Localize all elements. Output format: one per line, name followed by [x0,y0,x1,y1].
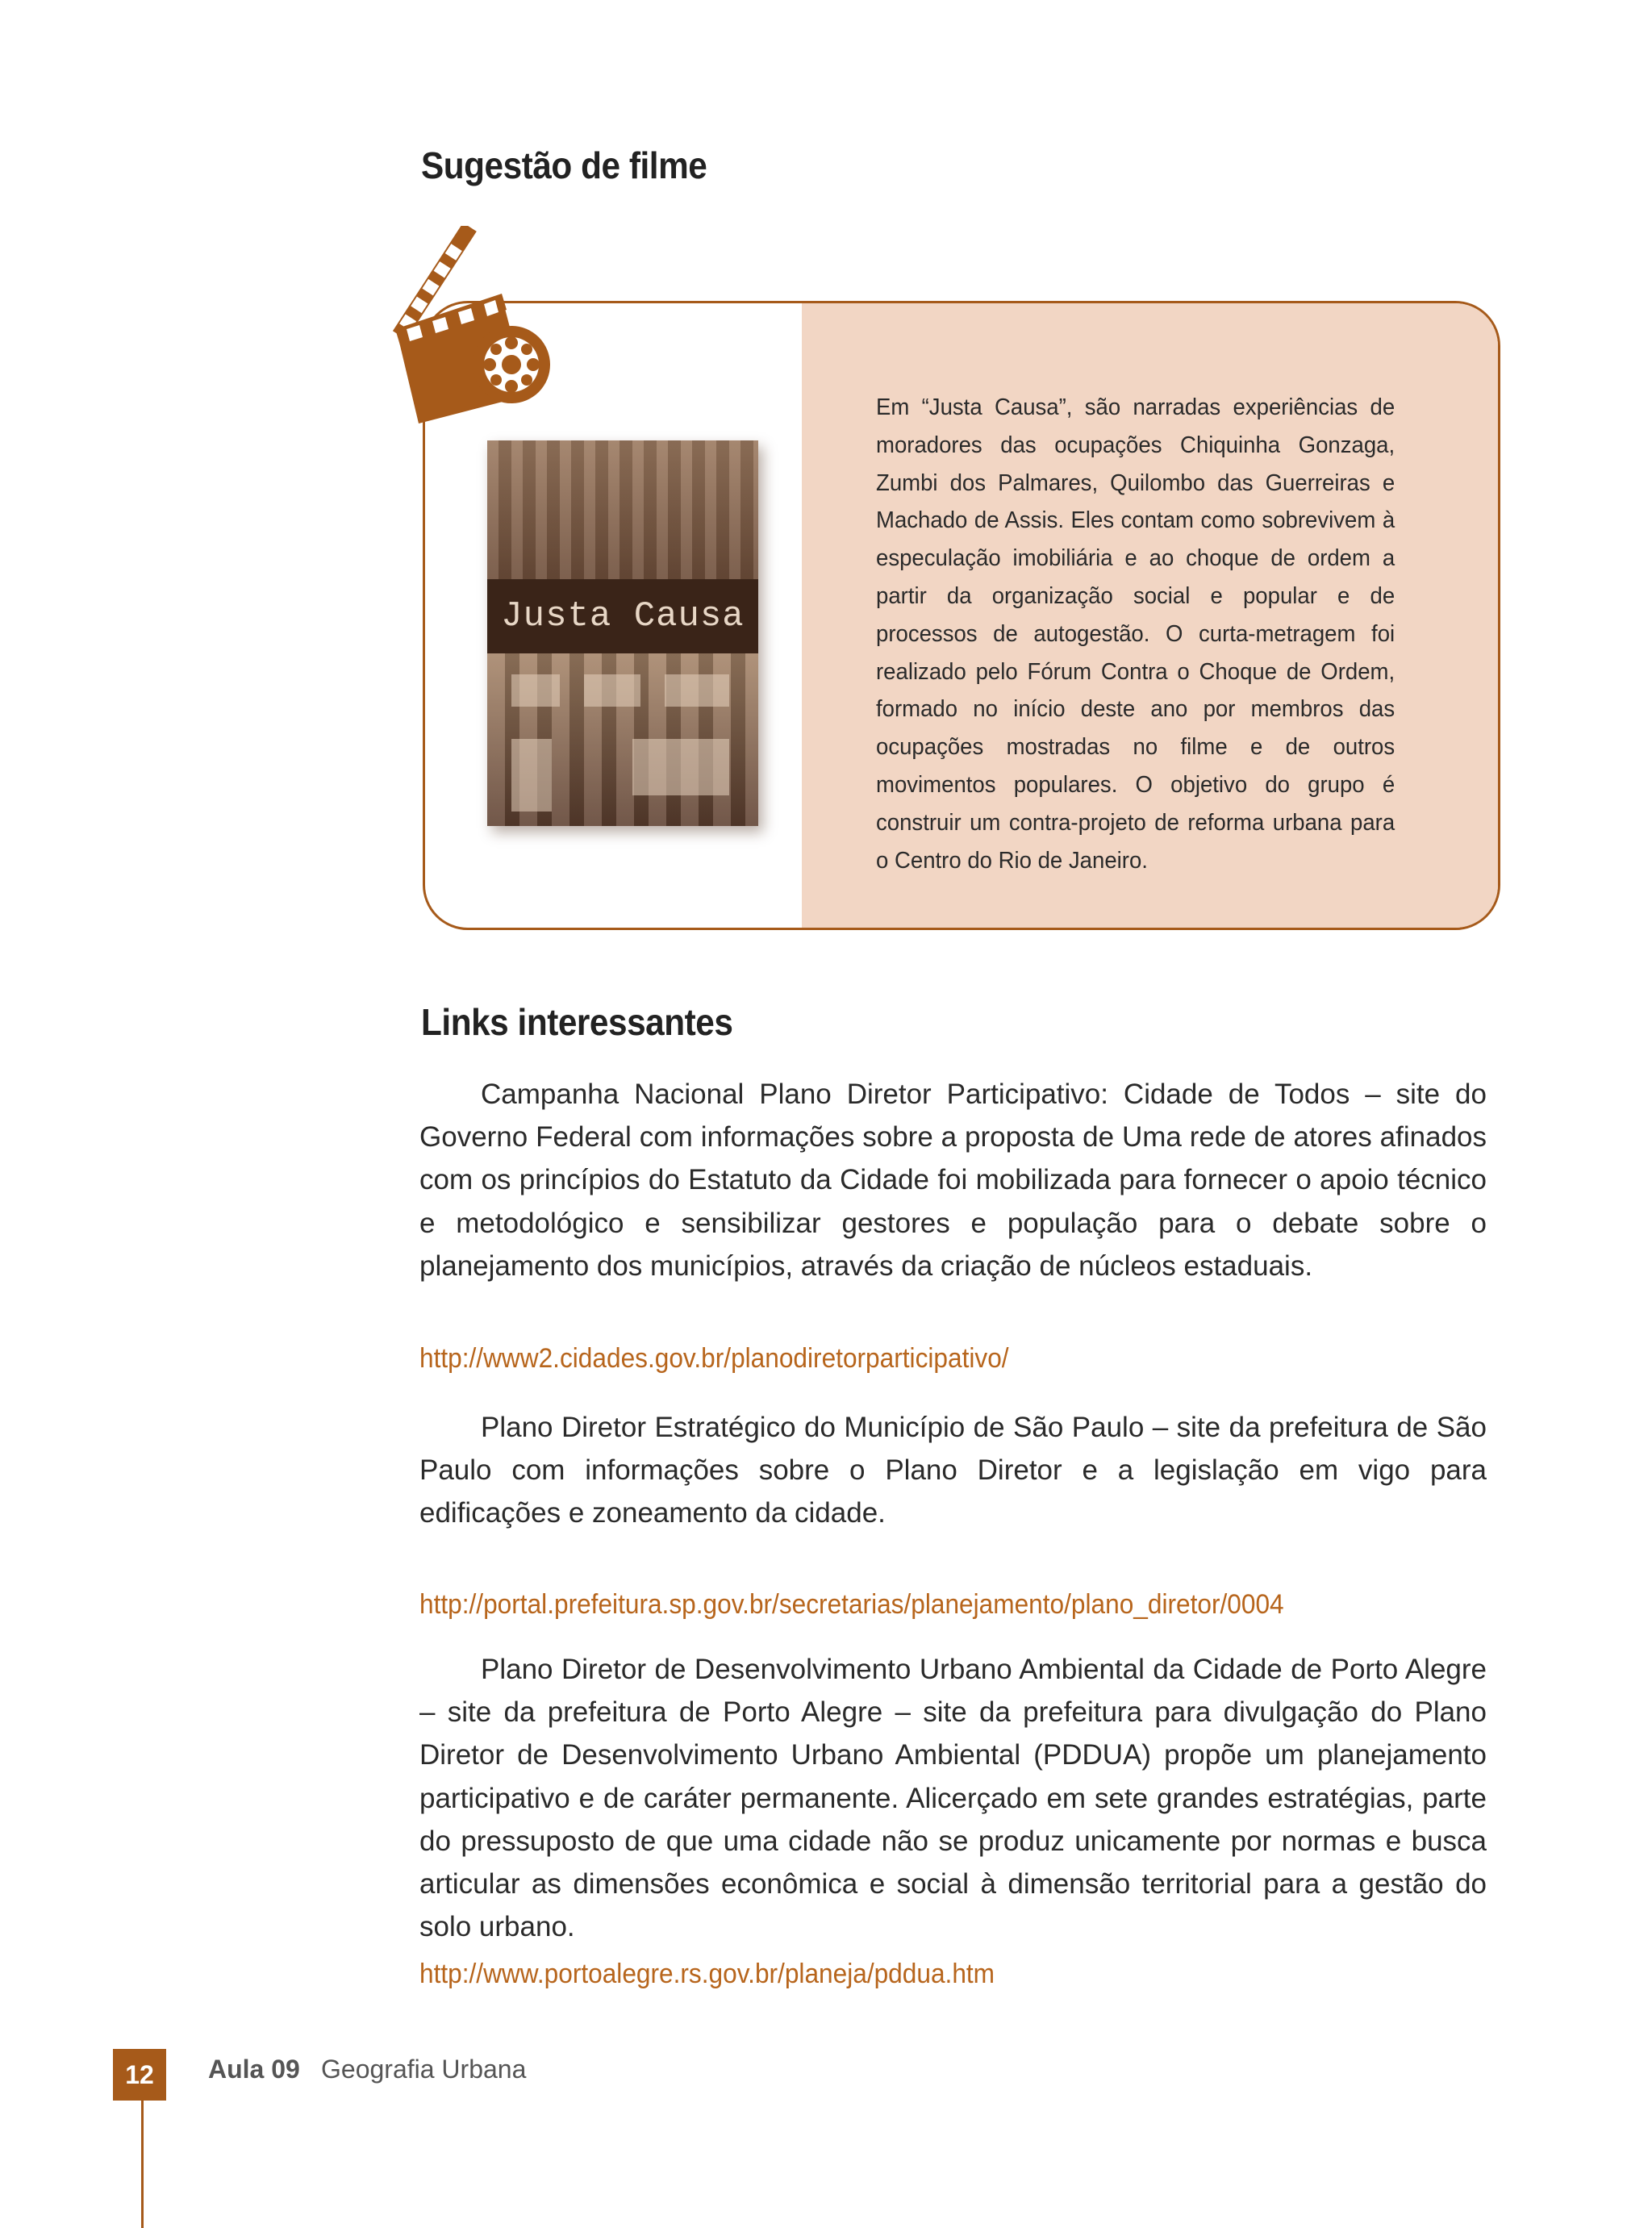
film-section-heading: Sugestão de filme [421,144,707,186]
poster-title: Justa Causa [501,596,745,636]
footer-subject: Geografia Urbana [321,2055,527,2084]
page-number-badge: 12 [113,2049,166,2101]
film-poster [487,440,758,826]
link-url-3[interactable]: http://www.portoalegre.rs.gov.br/planeja/pddua.htm [419,1959,995,1989]
poster-building-top [487,440,758,579]
link-description-1: Campanha Nacional Plano Diretor Participativo: Cidade de Todos – site do Governo Federal com informações sobre a proposta de Uma rede de atores afinados com os princípios do Estatuto da Cidade foi mobilizada para fornecer o apoio técnico e metodológico e sensibilizar gestores e população para o debate sobre o planejamento dos municípios, através da criação de núcleos estaduais. [419,1079,1487,1282]
film-description: Em “Justa Causa”, são narradas experiências de moradores das ocupações Chiquinha Gonzaga, Zumbi dos Palmares, Quilombo das Guerreiras e Machado de Assis. Eles contam como sobrevivem à especulação imobiliária e ao choque de ordem a partir da organização social e popular e de processos de autogestão. O curta-metragem foi realizado pelo Fórum Contra o Choque de Ordem, formado no início deste ano por membros das ocupações mostradas no filme e de outros movimentos populares. O objetivo do grupo é construir um contra-projeto de reforma urbana para o Centro do Rio de Janeiro. [876,394,1395,874]
footer-lesson: Aula 09 [208,2055,300,2084]
poster-window [511,739,552,812]
link-description-2: Plano Diretor Estratégico do Município de São Paulo – site da prefeitura de São Paulo com informações sobre o Plano Diretor e a legislação em vigo para edificações e zoneamento da cidade. [419,1412,1487,1529]
page-margin-line [141,2101,144,2228]
link-url-1[interactable]: http://www2.cidades.gov.br/planodiretorparticipativo/ [419,1343,1009,1374]
film-clapper-icon [382,226,560,436]
poster-window [632,739,729,795]
poster-window [584,674,640,707]
link-description-3: Plano Diretor de Desenvolvimento Urbano Ambiental da Cidade de Porto Alegre – site da prefeitura de Porto Alegre – site da prefeitura para divulgação do Plano Diretor de Desenvolvimento Urbano Ambiental (PDDUA) propõe um planejamento participativo e de caráter permanente. Alicerçado em sete grandes estratégias, parte do pressuposto de que uma cidade não se produz unicamente por normas e busca articular as dimensões econômica e social à dimensão territorial para a gestão do solo urbano. [419,1654,1487,1943]
poster-title-band [487,579,758,653]
links-section-heading: Links interessantes [421,1001,733,1043]
poster-window [511,674,560,707]
poster-window [665,674,729,707]
link-url-2[interactable]: http://portal.prefeitura.sp.gov.br/secretarias/planejamento/plano_diretor/0004 [419,1589,1284,1620]
